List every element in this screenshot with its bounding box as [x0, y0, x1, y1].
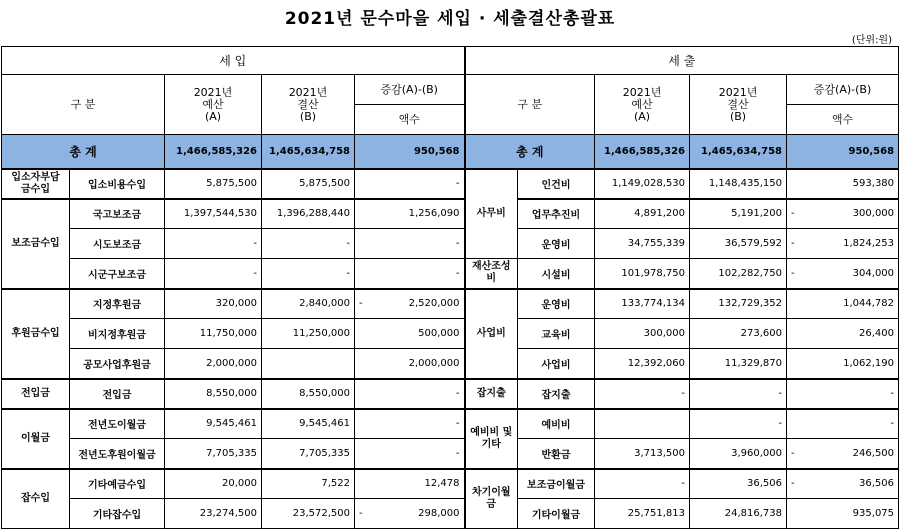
- table-row: [2, 319, 899, 349]
- revenue-item: 전년도이월금: [70, 409, 165, 439]
- expense-settle: 11,329,870: [690, 349, 787, 379]
- expense-diff: [787, 499, 899, 529]
- revenue-settle: 11,250,000: [262, 319, 355, 349]
- expense-settle: 5,191,200: [690, 199, 787, 229]
- expense-item: 기타이월금: [518, 499, 595, 529]
- revenue-item: 국고보조금: [70, 199, 165, 229]
- expense-item: 운영비: [518, 229, 595, 259]
- revenue-budget: 20,000: [165, 469, 262, 499]
- revenue-item: 공모사업후원금: [70, 349, 165, 379]
- revenue-diff: [355, 439, 465, 469]
- revenue-item: 입소비용수입: [70, 169, 165, 199]
- expense-diff: [787, 439, 899, 469]
- revenue-settle: 5,875,500: [262, 169, 355, 199]
- total-row: [2, 135, 899, 169]
- revenue-budget: 23,274,500: [165, 499, 262, 529]
- expense-budget: -: [595, 469, 690, 499]
- revenue-item: 시도보조금: [70, 229, 165, 259]
- revenue-diff: [355, 499, 465, 529]
- revenue-budget: 9,545,461: [165, 409, 262, 439]
- diff-value: -: [455, 178, 460, 189]
- revenue-budget: 320,000: [165, 289, 262, 319]
- diff-value: -: [890, 418, 895, 430]
- budget-header-text: 2021년 예산 (A): [193, 85, 233, 123]
- revenue-diff: [355, 289, 465, 319]
- table-row: [2, 349, 899, 379]
- diff-value: -: [455, 418, 460, 430]
- expense-diff-header: 증감(A)-(B): [787, 75, 899, 105]
- table-row: [2, 439, 899, 469]
- revenue-settle: 2,840,000: [262, 289, 355, 319]
- expense-budget: 101,978,750: [595, 259, 690, 289]
- revenue-settle: 8,550,000: [262, 379, 355, 409]
- diff-value: 1,824,253: [843, 238, 895, 249]
- revenue-diff: [355, 229, 465, 259]
- revenue-group: 입소자부담 금수입: [2, 169, 70, 199]
- expense-item: 운영비: [518, 289, 595, 319]
- expense-diff: [787, 169, 899, 199]
- diff-value: 935,075: [852, 508, 895, 519]
- revenue-group: 보조금수입: [2, 199, 70, 289]
- expense-budget: -: [595, 379, 690, 409]
- revenue-budget: 1,397,544,530: [165, 199, 262, 229]
- revenue-item: 기타예금수입: [70, 469, 165, 499]
- revenue-amount-header: 액수: [355, 105, 465, 135]
- revenue-settle: 23,572,500: [262, 499, 355, 529]
- revenue-settle: [262, 349, 355, 379]
- diff-value: 300,000: [852, 208, 895, 220]
- diff-value: 36,506: [859, 478, 895, 490]
- revenue-total-settle: 1,465,634,758: [262, 135, 355, 169]
- expense-diff: [787, 349, 899, 379]
- expense-settle: 102,282,750: [690, 259, 787, 289]
- revenue-budget: -: [165, 229, 262, 259]
- diff-value: -: [890, 388, 895, 399]
- settle-header-text: 2021년 결산 (B): [718, 85, 758, 123]
- expense-group: 재산조성비: [465, 259, 518, 289]
- expense-total-settle: 1,465,634,758: [690, 135, 787, 169]
- expense-diff: [787, 409, 899, 439]
- revenue-group: 잡수입: [2, 469, 70, 529]
- diff-sign: -: [791, 208, 795, 220]
- diff-sign: -: [791, 478, 795, 490]
- expense-diff: [787, 469, 899, 499]
- expense-total-budget: 1,466,585,326: [595, 135, 690, 169]
- diff-value: 12,478: [424, 478, 460, 490]
- expense-settle: 24,816,738: [690, 499, 787, 529]
- table-row: [2, 469, 899, 499]
- revenue-budget: 11,750,000: [165, 319, 262, 349]
- revenue-settle: 1,396,288,440: [262, 199, 355, 229]
- revenue-group: 전입금: [2, 379, 70, 409]
- expense-item: 사업비: [518, 349, 595, 379]
- expense-diff: [787, 259, 899, 289]
- revenue-item: 전입금: [70, 379, 165, 409]
- expense-total-diff: 950,568: [787, 135, 899, 169]
- expense-settle: 273,600: [690, 319, 787, 349]
- expense-amount-header: 액수: [787, 105, 899, 135]
- budget-header-text: 2021년 예산 (A): [622, 85, 662, 123]
- diff-value: -: [455, 238, 460, 249]
- expense-settle: 36,506: [690, 469, 787, 499]
- table-row: [2, 259, 899, 289]
- expense-budget-header: [595, 75, 690, 135]
- expense-total-label: 총 계: [465, 135, 595, 169]
- expense-item: 예비비: [518, 409, 595, 439]
- diff-value: 1,062,190: [843, 357, 895, 369]
- expense-diff: [787, 289, 899, 319]
- diff-value: 304,000: [852, 267, 895, 279]
- expense-settle: -: [690, 379, 787, 409]
- expense-budget: 25,751,813: [595, 499, 690, 529]
- revenue-diff: [355, 319, 465, 349]
- revenue-settle: 7,705,335: [262, 439, 355, 469]
- diff-sign: -: [359, 298, 363, 310]
- revenue-budget-header: [165, 75, 262, 135]
- section-header-row: [2, 47, 899, 75]
- column-header-row: [2, 75, 899, 105]
- revenue-budget: 5,875,500: [165, 169, 262, 199]
- revenue-diff-header: 증감(A)-(B): [355, 75, 465, 105]
- revenue-item: 지정후원금: [70, 289, 165, 319]
- diff-value: -: [455, 267, 460, 279]
- expense-settle: -: [690, 409, 787, 439]
- table-row: [2, 409, 899, 439]
- revenue-budget: 7,705,335: [165, 439, 262, 469]
- expense-item: 교육비: [518, 319, 595, 349]
- expense-settle-header: [690, 75, 787, 135]
- table-body: [2, 169, 899, 529]
- revenue-settle-header: [262, 75, 355, 135]
- revenue-item: 전년도후원이월금: [70, 439, 165, 469]
- expense-settle: 36,579,592: [690, 229, 787, 259]
- diff-value: -: [455, 388, 460, 399]
- expense-item: 반환금: [518, 439, 595, 469]
- revenue-budget: 8,550,000: [165, 379, 262, 409]
- table-row: [2, 379, 899, 409]
- revenue-section-title: 세 입: [2, 47, 465, 75]
- page-title: 2021년 문수마을 세입 · 세출결산총괄표: [284, 9, 616, 29]
- expense-settle: 132,729,352: [690, 289, 787, 319]
- table-row: [2, 499, 899, 529]
- expense-item: 업무추진비: [518, 199, 595, 229]
- expense-item: 보조금이월금: [518, 469, 595, 499]
- expense-settle: 3,960,000: [690, 439, 787, 469]
- diff-sign: -: [791, 238, 795, 249]
- diff-value: -: [455, 447, 460, 459]
- revenue-item: 기타잡수입: [70, 499, 165, 529]
- revenue-diff: [355, 169, 465, 199]
- revenue-total-budget: 1,466,585,326: [165, 135, 262, 169]
- expense-item: 인건비: [518, 169, 595, 199]
- expense-item: 시설비: [518, 259, 595, 289]
- expense-budget: 1,149,028,530: [595, 169, 690, 199]
- table-row: [2, 229, 899, 259]
- revenue-total-label: 총 계: [2, 135, 165, 169]
- revenue-diff: [355, 379, 465, 409]
- settlement-table: [1, 46, 899, 529]
- expense-budget: 133,774,134: [595, 289, 690, 319]
- diff-value: 500,000: [418, 328, 460, 339]
- diff-value: 298,000: [418, 508, 460, 519]
- revenue-settle: 9,545,461: [262, 409, 355, 439]
- expense-budget: 12,392,060: [595, 349, 690, 379]
- revenue-group: 후원금수입: [2, 289, 70, 379]
- revenue-item: 시군구보조금: [70, 259, 165, 289]
- expense-group: 사무비: [465, 169, 518, 259]
- revenue-budget: 2,000,000: [165, 349, 262, 379]
- expense-diff: [787, 229, 899, 259]
- expense-category-header: 구 분: [465, 75, 595, 135]
- expense-budget: 4,891,200: [595, 199, 690, 229]
- expense-budget: [595, 409, 690, 439]
- expense-group: 잡지출: [465, 379, 518, 409]
- revenue-diff: [355, 199, 465, 229]
- diff-sign: -: [791, 267, 795, 279]
- settle-header-text: 2021년 결산 (B): [288, 85, 328, 123]
- expense-group: 예비비 및 기타: [465, 409, 518, 469]
- diff-value: 1,256,090: [408, 208, 460, 220]
- revenue-group: 이월금: [2, 409, 70, 469]
- diff-sign: -: [359, 508, 363, 519]
- diff-value: 246,500: [852, 447, 895, 459]
- table-row: [2, 289, 899, 319]
- revenue-budget: -: [165, 259, 262, 289]
- revenue-diff: [355, 259, 465, 289]
- table-row: [2, 199, 899, 229]
- revenue-settle: 7,522: [262, 469, 355, 499]
- diff-value: 2,520,000: [408, 298, 460, 310]
- revenue-category-header: 구 분: [2, 75, 165, 135]
- expense-budget: 300,000: [595, 319, 690, 349]
- diff-value: 2,000,000: [408, 357, 460, 369]
- diff-sign: -: [791, 447, 795, 459]
- revenue-diff: [355, 469, 465, 499]
- revenue-settle: -: [262, 259, 355, 289]
- revenue-diff: [355, 409, 465, 439]
- expense-group: 사업비: [465, 289, 518, 379]
- expense-settle: 1,148,435,150: [690, 169, 787, 199]
- expense-budget: 34,755,339: [595, 229, 690, 259]
- expense-section-title: 세 출: [465, 47, 899, 75]
- diff-value: 1,044,782: [843, 298, 895, 310]
- revenue-item: 비지정후원금: [70, 319, 165, 349]
- diff-value: 26,400: [859, 328, 895, 339]
- expense-item: 잡지출: [518, 379, 595, 409]
- revenue-total-diff: 950,568: [355, 135, 465, 169]
- table-row: [2, 169, 899, 199]
- expense-group: 차기이월금: [465, 469, 518, 529]
- expense-diff: [787, 199, 899, 229]
- diff-value: 593,380: [852, 178, 895, 189]
- expense-budget: 3,713,500: [595, 439, 690, 469]
- unit-label: (단위:원): [851, 35, 892, 46]
- revenue-diff: [355, 349, 465, 379]
- expense-diff: [787, 319, 899, 349]
- expense-diff: [787, 379, 899, 409]
- revenue-settle: -: [262, 229, 355, 259]
